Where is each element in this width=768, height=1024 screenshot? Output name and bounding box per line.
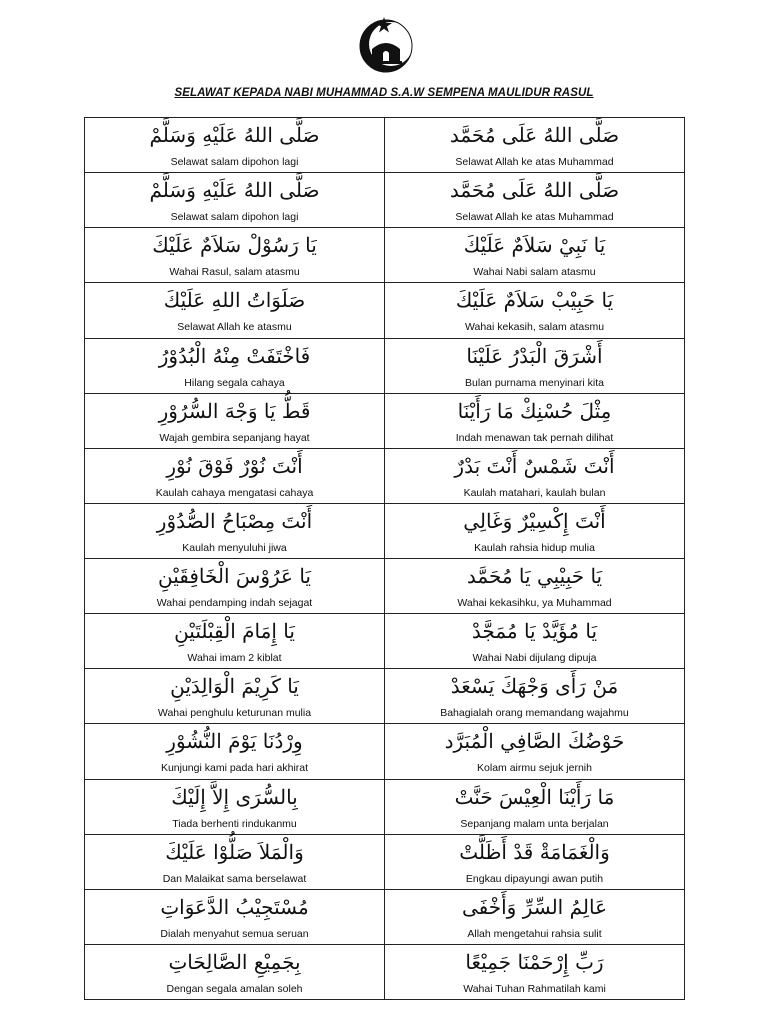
malay-translation: Dengan segala amalan soleh bbox=[166, 982, 303, 995]
arabic-text: وَالْغَمَامَةْ قَدْ أَظَلَّتْ bbox=[459, 839, 610, 864]
verse-row bbox=[85, 779, 685, 834]
malay-translation: Wajah gembira sepanjang hayat bbox=[159, 431, 310, 444]
malay-translation: Wahai imam 2 kiblat bbox=[187, 652, 282, 665]
verse-cell-right bbox=[385, 889, 685, 944]
arabic-text: صَلَوَاتُ اللهِ عَلَيْكَ bbox=[163, 288, 306, 313]
malay-translation: Wahai Tuhan Rahmatilah kami bbox=[463, 982, 606, 995]
malay-translation: Kaulah matahari, kaulah bulan bbox=[463, 486, 606, 499]
verse-row bbox=[85, 889, 685, 944]
verse-cell-left bbox=[85, 944, 385, 999]
page-title: SELAWAT KEPADA NABI MUHAMMAD S.A.W SEMPENA MAULIDUR RASUL bbox=[174, 87, 594, 99]
malay-translation: Wahai penghulu keturunan mulia bbox=[157, 707, 312, 720]
malay-translation: Kolam airmu sejuk jernih bbox=[477, 762, 592, 775]
arabic-text: عَالِمُ السِّرِّ وَأَخْفَى bbox=[461, 894, 608, 919]
arabic-text: صَلَّى اللهُ عَلَيْهِ وَسَلَّمْ bbox=[149, 178, 320, 203]
arabic-text: مَنْ رَأَى وَجْهَكَ يَسْعَدْ bbox=[450, 674, 619, 699]
verse-row bbox=[85, 559, 685, 614]
arabic-text: مَا رَأَيْنَا الْعِيْسَ حَنَّتْ bbox=[454, 784, 615, 809]
arabic-text: أَنْتَ مِصْبَاحُ الصُّدُوْرِ bbox=[156, 508, 313, 533]
arabic-text: يَا حَبِيْبْ سَلاَمٌ عَلَيْكَ bbox=[455, 288, 614, 313]
verse-cell-left bbox=[85, 559, 385, 614]
malay-translation: Sepanjang malam unta berjalan bbox=[460, 817, 609, 830]
malay-translation: Bulan purnama menyinari kita bbox=[465, 376, 604, 389]
arabic-text: أَشْرَقَ الْبَدْرُ عَلَيْنَا bbox=[466, 343, 603, 368]
malay-translation: Bahagialah orang memandang wajahmu bbox=[440, 707, 629, 720]
verse-cell-left bbox=[85, 669, 385, 724]
verse-cell-left bbox=[85, 779, 385, 834]
verse-cell-right bbox=[385, 779, 685, 834]
verse-cell-right bbox=[385, 503, 685, 558]
malay-translation: Selawat Allah ke atas Muhammad bbox=[455, 156, 614, 168]
arabic-text: يَا كَرِيْمَ الْوَالِدَيْنِ bbox=[170, 674, 299, 699]
verse-row bbox=[85, 448, 685, 503]
verse-cell-left bbox=[85, 614, 385, 669]
malay-translation: Wahai kekasihku, ya Muhammad bbox=[457, 597, 612, 609]
malay-translation: Wahai pendamping indah sejagat bbox=[156, 597, 313, 609]
arabic-text: أَنْتَ نُوْرٌ فَوْقَ نُوْرِ bbox=[166, 453, 303, 478]
malay-translation: Dan Malaikat sama berselawat bbox=[162, 872, 307, 885]
arabic-text: صَلَّى اللهُ عَلَى مُحَمَّد bbox=[449, 123, 620, 147]
arabic-text: فَاخْتَفَتْ مِنْهُ الْبُدُوْرُ bbox=[158, 343, 311, 368]
arabic-text: يَا نَبِيْ سَلاَمٌ عَلَيْكَ bbox=[463, 233, 606, 258]
verse-cell-left bbox=[85, 448, 385, 503]
verse-cell-left bbox=[85, 393, 385, 448]
verse-cell-left bbox=[85, 724, 385, 779]
malay-translation: Wahai Rasul, salam atasmu bbox=[169, 266, 300, 279]
arabic-text: صَلَّى اللهُ عَلَيْهِ وَسَلَّمْ bbox=[149, 123, 320, 147]
malay-translation: Kunjungi kami pada hari akhirat bbox=[160, 762, 309, 775]
verse-cell-right bbox=[385, 173, 685, 228]
verse-cell-right bbox=[385, 283, 685, 338]
verse-cell-right bbox=[385, 118, 685, 173]
arabic-text: قَطُّ يَا وَجْهَ السُّرُوْرِ bbox=[158, 398, 311, 423]
verse-table bbox=[84, 117, 685, 1000]
arabic-text: بِجَمِيْعِ الصَّالِحَاتِ bbox=[168, 949, 301, 974]
malay-translation: Engkau dipayungi awan putih bbox=[465, 872, 604, 885]
verse-cell-left bbox=[85, 283, 385, 338]
verse-cell-left bbox=[85, 889, 385, 944]
verse-row bbox=[85, 834, 685, 889]
verse-cell-right bbox=[385, 944, 685, 999]
verse-cell-right bbox=[385, 559, 685, 614]
arabic-text: مِثْلَ حُسْنِكْ مَا رَأَيْنَا bbox=[457, 398, 612, 423]
arabic-text: وِرْدُنَا يَوْمَ النُّشُوْرِ bbox=[166, 729, 303, 754]
malay-translation: Wahai Nabi salam atasmu bbox=[473, 266, 596, 279]
verse-row bbox=[85, 118, 685, 173]
malay-translation: Selawat salam dipohon lagi bbox=[170, 211, 299, 224]
malay-translation: Kaulah rahsia hidup mulia bbox=[474, 541, 595, 554]
malay-translation: Indah menawan tak pernah dilihat bbox=[455, 431, 614, 444]
arabic-text: رَبِّ إِرْحَمْنَا جَمِيْعًا bbox=[465, 949, 604, 974]
verse-row bbox=[85, 503, 685, 558]
arabic-text: أَنْتَ شَمْسٌ أَنْتَ بَدْرٌ bbox=[454, 453, 615, 478]
verse-cell-left bbox=[85, 834, 385, 889]
verse-row bbox=[85, 173, 685, 228]
arabic-text: مُسْتَجِيْبُ الدَّعَوَاتِ bbox=[160, 894, 309, 919]
malay-translation: Wahai Nabi dijulang dipuja bbox=[472, 652, 597, 665]
verse-cell-right bbox=[385, 834, 685, 889]
arabic-text: يَا إِمَامَ الْقِبْلَتَيْنِ bbox=[174, 619, 295, 644]
verse-row bbox=[85, 283, 685, 338]
malay-translation: Kaulah cahaya mengatasi cahaya bbox=[155, 486, 314, 499]
verse-cell-right bbox=[385, 669, 685, 724]
verse-cell-left bbox=[85, 228, 385, 283]
verse-row bbox=[85, 944, 685, 999]
arabic-text: يَا رَسُوْلْ سَلاَمٌ عَلَيْكَ bbox=[152, 233, 317, 258]
arabic-text: بِالسُّرَى إِلاَّ إِلَيْكَ bbox=[171, 784, 298, 809]
verse-cell-right bbox=[385, 338, 685, 393]
verse-cell-right bbox=[385, 393, 685, 448]
verse-row bbox=[85, 338, 685, 393]
arabic-text: حَوْضُكَ الصَّافِي الْمُبَرَّد bbox=[444, 729, 625, 754]
malay-translation: Dialah menyahut semua seruan bbox=[160, 927, 309, 940]
malay-translation: Allah mengetahui rahsia sulit bbox=[467, 927, 602, 940]
malay-translation: Selawat Allah ke atasmu bbox=[177, 321, 292, 334]
verse-row bbox=[85, 614, 685, 669]
malay-translation: Selawat Allah ke atas Muhammad bbox=[455, 211, 614, 224]
arabic-text: صَلَّى اللهُ عَلَى مُحَمَّد bbox=[449, 178, 620, 203]
verse-row bbox=[85, 724, 685, 779]
verse-cell-left bbox=[85, 338, 385, 393]
verse-row bbox=[85, 228, 685, 283]
verse-cell-left bbox=[85, 118, 385, 173]
malay-translation: Tiada berhenti rindukanmu bbox=[172, 817, 297, 830]
verse-cell-right bbox=[385, 448, 685, 503]
verse-row bbox=[85, 669, 685, 724]
arabic-text: وَالْمَلاَ صَلُّوْا عَلَيْكَ bbox=[165, 839, 304, 864]
verse-cell-left bbox=[85, 503, 385, 558]
malay-translation: Hilang segala cahaya bbox=[184, 376, 285, 389]
arabic-text: يَا عَرُوْسَ الْخَافِقَيْنِ bbox=[157, 564, 311, 588]
malay-translation: Selawat salam dipohon lagi bbox=[170, 156, 299, 168]
verse-cell-right bbox=[385, 614, 685, 669]
verse-cell-right bbox=[385, 724, 685, 779]
malay-translation: Wahai kekasih, salam atasmu bbox=[464, 321, 605, 334]
verse-cell-left bbox=[85, 173, 385, 228]
malay-translation: Kaulah menyuluhi jiwa bbox=[182, 541, 287, 554]
verse-row bbox=[85, 393, 685, 448]
arabic-text: يَا حَبِيْبِي يَا مُحَمَّد bbox=[466, 564, 603, 588]
arabic-text: أَنْتَ إِكْسِيْرٌ وَغَالِي bbox=[463, 508, 606, 533]
arabic-text: يَا مُؤَيَّدْ يَا مُمَجَّدْ bbox=[471, 619, 598, 644]
verse-cell-right bbox=[385, 228, 685, 283]
mosque-emblem-icon bbox=[358, 15, 414, 75]
